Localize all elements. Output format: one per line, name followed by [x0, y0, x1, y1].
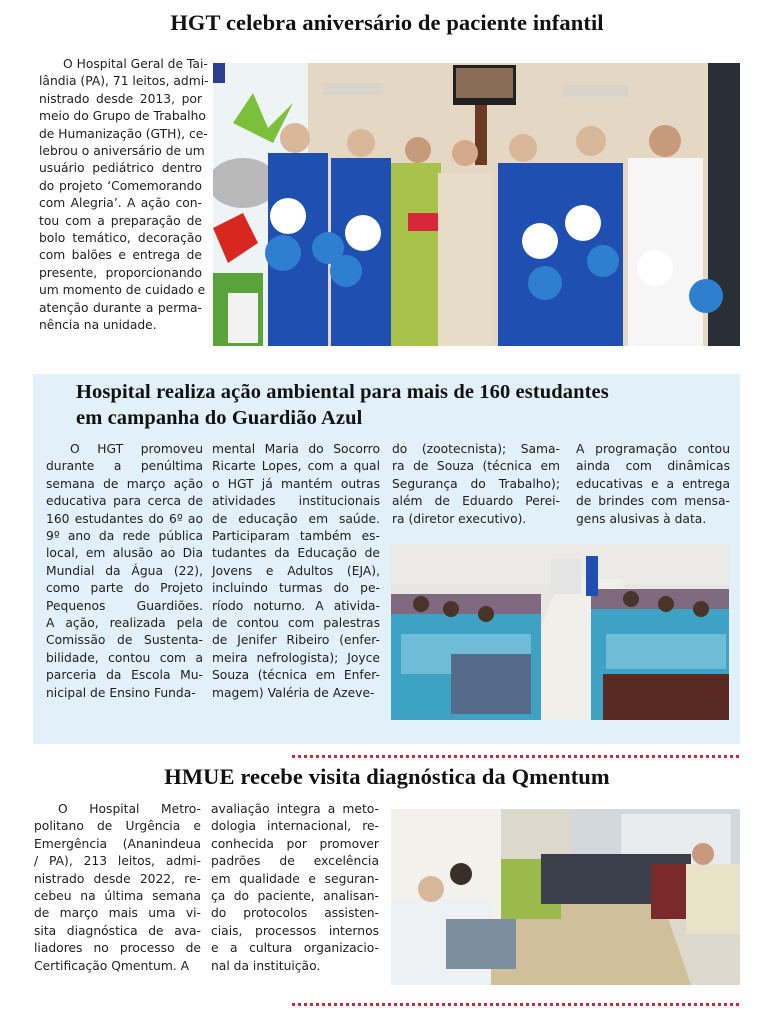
article-2-column-1	[46, 441, 203, 702]
article-2-headline-line-2: em campanha do Guardião Azul	[76, 407, 363, 429]
text-line: O HGT promoveu	[70, 442, 203, 456]
text-line: durante a penúltima	[46, 459, 203, 474]
text-line: A programação contou	[576, 442, 730, 456]
article-2-column-3	[392, 441, 560, 528]
text-line: sita diagnóstica de ava-	[34, 923, 201, 938]
text-line: lândia (PA), 71 leitos, admi-	[39, 74, 209, 89]
article-1-headline: HGT celebra aniversário de paciente infantil	[170, 10, 604, 35]
text-line: conhecida por promover	[211, 836, 379, 851]
text-line: nal da instituição.	[211, 958, 321, 973]
text-line: Souza (técnica em Enfer-	[212, 668, 380, 683]
article-1-body	[39, 56, 209, 335]
text-line: ciais, processos internos	[211, 923, 379, 938]
article-3-column-1	[34, 801, 201, 975]
text-line: educativa para cerca de	[46, 494, 203, 509]
text-line: como parte do Projeto	[46, 581, 203, 596]
text-line: 9º ano da rede pública	[46, 529, 203, 544]
text-line: de março mais uma vi-	[34, 906, 201, 921]
text-line: Segurança do Trabalho);	[392, 476, 560, 491]
text-line: de educação em saúde.	[212, 511, 380, 526]
text-line: tudantes da Educação de	[212, 546, 380, 561]
text-line: ríodo noturno. A ativida-	[212, 598, 380, 613]
text-line: do (zootecnista); Sama-	[392, 442, 560, 456]
text-line: liadores no processo de	[34, 941, 201, 956]
text-line: meio do Grupo de Trabalho	[39, 109, 206, 124]
text-line: usuário pediátrico dentro	[39, 161, 202, 176]
text-line: O Hospital Geral de Tai-	[63, 57, 208, 71]
text-line: além de Eduardo Perei-	[392, 494, 560, 509]
text-line: padrões de excelência	[211, 854, 379, 869]
divider-top	[292, 755, 739, 758]
text-line: de brindes com mensa-	[576, 494, 730, 509]
text-line: O Hospital Metro-	[58, 802, 201, 816]
text-line: mental Maria do Socorro	[212, 442, 380, 456]
text-line: dologia internacional, re-	[211, 819, 379, 834]
text-line: presente, proporcionando	[39, 265, 202, 280]
text-line: bilidade, contou com a	[46, 650, 203, 665]
text-line: Ricarte Lopes, com a qual	[212, 459, 380, 474]
text-line: 160 estudantes do 6º ao	[46, 511, 203, 526]
text-line: um momento de cuidado e	[39, 283, 206, 298]
article-3-headline: HMUE recebe visita diagnóstica da Qmentum	[164, 764, 610, 789]
text-line: nicipal de Ensino Funda-	[46, 685, 196, 700]
text-line: Emergência (Ananindeua	[34, 836, 201, 851]
qmentum-visit-photo	[391, 809, 740, 985]
text-line: parceria da Escola Mu-	[46, 668, 203, 683]
text-line: o HGT já mantém outras	[212, 476, 380, 491]
text-line: e a cultura organizacio-	[211, 941, 379, 956]
text-line: educativas e a entrega	[576, 476, 730, 491]
article-2-column-2	[212, 441, 380, 702]
text-line: nistrado desde 2022, re-	[34, 871, 201, 886]
text-line: bolo temático, decoração	[39, 231, 202, 246]
text-line: do projeto ‘Comemorando	[39, 178, 202, 193]
text-line: Participaram também es-	[212, 529, 380, 544]
text-line: em qualidade e seguran-	[211, 871, 379, 886]
text-line: de Jenifer Ribeiro (enfer-	[212, 633, 380, 648]
text-line: politano de Urgência e	[34, 819, 201, 834]
article-2-headline-line-1: Hospital realiza ação ambiental para mais de 160 estudantes	[76, 381, 609, 403]
text-line: nistrado desde 2013, por	[39, 91, 202, 106]
text-line: lebrou o aniversário de um	[39, 144, 205, 159]
text-line: meira nefrologista); Joyce	[212, 650, 380, 665]
text-line: ra (diretor executivo).	[392, 511, 527, 526]
text-line: ra de Souza (técnica em	[392, 459, 560, 474]
text-line: cebeu na última semana	[34, 889, 201, 904]
text-line: Comissão de Sustenta-	[46, 633, 203, 648]
article-2-column-4	[576, 441, 730, 528]
text-line: com balões e entrega de	[39, 248, 202, 263]
divider-bottom	[292, 1003, 739, 1006]
text-line: do protocolos assisten-	[211, 906, 379, 921]
students-classroom-photo	[391, 544, 729, 720]
text-line: A ação, realizada pela	[46, 616, 203, 631]
text-line: Certificação Qmentum. A	[34, 958, 190, 973]
text-line: atenção durante a perma-	[39, 300, 202, 315]
text-line: Pequenos Guardiões.	[46, 598, 203, 613]
text-line: incluindo turmas do pe-	[212, 581, 380, 596]
text-line: de contou com palestras	[212, 616, 380, 631]
text-line: avaliação integra a meto-	[211, 802, 379, 816]
text-line: com Alegria’. A ação con-	[39, 196, 202, 211]
text-line: de Humanização (GTH), ce-	[39, 126, 208, 141]
text-line: magem) Valéria de Azeve-	[212, 685, 375, 700]
text-line: ainda com dinâmicas	[576, 459, 730, 474]
text-line: local, em alusão ao Dia	[46, 546, 203, 561]
text-line: Jovens e Adultos (EJA),	[212, 563, 380, 578]
text-line: tou com a preparação de	[39, 213, 202, 228]
text-line: ça do paciente, analisan-	[211, 889, 379, 904]
text-line: gens alusivas à data.	[576, 511, 707, 526]
text-line: semana de março ação	[46, 476, 203, 491]
article-3-column-2	[211, 801, 379, 975]
text-line: atividades institucionais	[212, 494, 380, 509]
text-line: / PA), 213 leitos, admi-	[34, 854, 201, 869]
text-line: nência na unidade.	[39, 318, 157, 333]
birthday-celebration-photo	[213, 63, 740, 346]
text-line: Mundial da Água (22),	[46, 563, 203, 578]
